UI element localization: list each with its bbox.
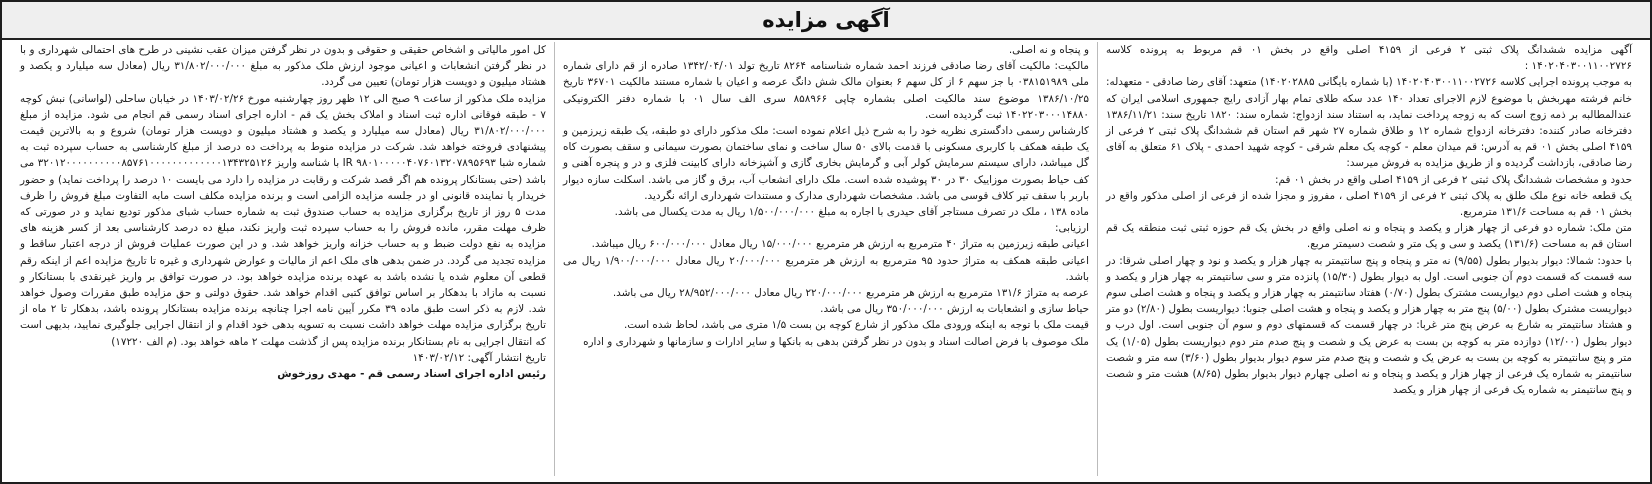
text-columns — [12, 42, 1640, 476]
paragraph: اعیانی طبقه زیرزمین به متراژ ۴۰ مترمربع به ارزش هر مترمربع ۱۵/۰۰۰/۰۰۰ ریال معادل ۶۰۰/۰۰۰/۰۰۰ ریال میباشد. — [591, 238, 1089, 251]
paragraph: آگهی مزایده ششدانگ پلاک ثبتی ۲ فرعی از ۴۱۵۹ اصلی واقع در بخش ۰۱ قم مربوط به پرونده کلاسه ۱۴۰۲۰۴۰۳۰۰۱۱۰۰۲۷۲۶ : — [1106, 44, 1633, 73]
paragraph: اعیانی طبقه همکف به متراژ حدود ۹۵ مترمربع به ارزش هر مترمربع ۲۰/۰۰۰/۰۰۰ ریال معادل ۱/۹۰۰/۰۰۰/۰۰۰ ریال می باشد. — [563, 254, 1089, 283]
notice-header — [2, 2, 1650, 40]
paragraph: ماده ۱۳۸ ، ملک در تصرف مستاجر آقای حیدری با اجاره به مبلغ ۱/۵۰۰/۰۰۰/۰۰۰ ریال به مدت یکسال می باشد. — [614, 206, 1089, 219]
column-right — [1098, 42, 1640, 476]
paragraph: قیمت ملک با توجه به اینکه ورودی ملک مذکور از شارع کوچه بن بست ۱/۵ متری می باشد، لحاظ شده است. — [623, 319, 1089, 332]
paragraph: کارشناس رسمی دادگستری نظریه خود را به شرح ذیل اعلام نموده است: ملک مذکور دارای دو طبقه، یک طبقه زیرزمین و یک طبقه همکف با کاربری مسکونی با قدمت بالای ۵۰ سال ساخت و نمای ساختمان بصورت سیمانی و سقف بصورت کاه گل میباشد، دارای سیستم سرمایش کولر آبی و گرمایش بخاری گازی و آشپزخانه دارای کابینت فلزی و در و پنجره آهنی و کف حیاط بصورت موزاییک ۳۰ در ۳۰ پوشیده شده است. ملک دارای انشعاب آب، برق و گاز می باشد. اسکلت سازه دیوار باربر با سقف تیر کلاف قوسی می باشد. مشخصات شهرداری مدارک و مستندات شهرداری ارائه نگردید. — [563, 125, 1090, 202]
paragraph: ملک موصوف با فرض اصالت اسناد و بدون در نظر گرفتن بدهی به بانکها و سایر ادارات و سازمانها و شهرداری و اداره — [583, 335, 1089, 348]
paragraph: مالکیت: مالکیت آقای رضا صادقی فرزند احمد شماره شناسنامه ۸۲۶۴ تاریخ تولد ۱۳۴۲/۰۴/۰۱ صادره از قم دارای شماره ملی ۰۳۸۱۵۱۹۸۹ با جز سهم ۶ از کل سهم ۶ بعنوان مالک شش دانگ عرصه و اعیان با شماره مستند مالکیت ۳۶۷۰۱ تاریخ ۱۳۸۶/۱۰/۲۵ موضوع سند مالکیت اصلی بشماره چاپی ۸۵۸۹۶۶ سری الف سال ۰۱ با شماره دفتر الکترونیکی ۱۴۰۲۲۰۳۰۰۰۱۴۸۸۰ ثبت گردیده است. — [563, 60, 1089, 121]
paragraph: با حدود: شمالا: دیوار بدیوار بطول (۹/۵۵) نه متر و پنجاه و پنج سانتیمتر به چهار هزار و یکصد و نود و چهار اصلی شرقا: در سه قسمت که قسمت دوم آن جنوبی است. اول به دیوار بطول (۱۵/۳۰) پانزده متر و سی سانتیمتر به چهار هزار و یکصد و پنجاه و هشت اصلی دوم دیواریست مشترک بطول (۰/۷۰) هفتاد سانتیمتر به چهار هزار و یکصد و پنجاه و هشت اصلی سوم دیواریست مشترک بطول (۵/۰۰) پنج متر به چهار هزار و یکصد و پنجاه و هشت اصلی جنوبا: دیواریست بطول (۲/۸۰) دو متر و هشتاد سانتیمتر به شارع به عرض پنج متر غربا: در چهار قسمت که قسمتهای دوم و سوم آن جنوبی است. اول درب و دیوار بطول (۱۲/۰۰) دوازده متر به کوچه بن بست به عرض یک و شصت و پنج صدم متر دوم دیواریست بطول (۱/۰۵) یک متر و پنج سانتیمتر به کوچه بن بست به عرض یک و شصت و پنج صدم متر سوم دیوار بدیوار بطول (۳/۶۰) سه متر و شصت سانتیمتر به شماره یک فرعی از چهار هزار و یکصد و پنجاه و نه اصلی چهارم دیوار بدیوار بطول (۸/۶۵) هشت متر و شصت و پنج سانتیمتر به شماره یک فرعی از چهار هزار و یکصد — [1106, 254, 1633, 397]
notice-title: آگهی مزایده — [762, 8, 890, 32]
paragraph: حدود و مشخصات ششدانگ پلاک ثبتی ۲ فرعی از ۴۱۵۹ اصلی واقع در بخش ۰۱ قم: — [1275, 173, 1632, 186]
paragraph: حیاط سازی و انشعابات به ارزش ۳۵۰/۰۰۰/۰۰۰ ریال می باشد. — [820, 303, 1089, 316]
paragraph: کل امور مالیاتی و اشخاص حقیقی و حقوقی و بدون در نظر گرفتن میزان عقب نشینی در طرح های احتمالی شهرداری و با در نظر گرفتن انشعابات و اعیانی موجود ارزش ملک مذکور به مبلغ ۳۱/۸۰۲/۰۰۰/۰۰۰ ریال (معادل سه میلیارد و یکصد و هشتاد میلیون و دویست هزار تومان) تعیین می گردد. — [20, 44, 546, 89]
column-middle — [555, 42, 1098, 476]
paragraph: مزایده ملک مذکور از ساعت ۹ صبح الی ۱۲ ظهر روز چهارشنبه مورخ ۱۴۰۳/۰۲/۲۶ در خیابان ساحلی (لواسانی) نبش کوچه ۷ - طبقه فوقانی اداره ثبت اسناد و املاک بخش یک قم - اداره اجرای اسناد رسمی قم انجام می شود. مزایده از مبلغ ۳۱/۸۰۲/۰۰۰/۰۰۰ ریال (معادل سه میلیارد و یکصد و هشتاد میلیون و دویست هزار تومان) شروع و به بالاترین قیمت پیشنهادی فروخته خواهد شد. شرکت در مزایده منوط به پرداخت ده درصد از مبلغ کارشناسی به حساب سپرده ثبت به شماره شبا IR ۹۸۰۱۰۰۰۰۰۴۰۷۶۰۱۳۲۰۷۸۹۵۶۹۳ با شناسه واریز ۳۲۰۱۲۰۰۰۰۰۰۰۰۰۰۸۵۷۶۱۰۰۰۰۰۰۰۰۰۰۰۰۰۱۳۴۳۲۵۱۲۶ می باشد (حتی بستانکار پرونده هم اگر قصد شرکت و رقابت در مزایده را دارد می بایست ۱۰ درصد را پرداخت نماید) و حضور خریدار یا نماینده قانونی او در جلسه مزایده الزامی است و برنده مزایده مکلف است مابه التفاوت مبلغ فروش را ظرف مدت ۵ روز از تاریخ برگزاری مزایده به حساب صندوق ثبت به شماره حساب شبای مذکور تودیع نماید و در صورتی که ظرف مهلت مقرر، مانده فروش را به حساب سپرده ثبت واریز نکند، مبلغ ده درصد کارشناسی بعد از کسر هزینه های مزایده به نفع دولت ضبط و به حساب خزانه واریز خواهد شد. و در این صورت عملیات فروش از درجه اعتبار ساقط و مزایده تجدید می گردد. در ضمن بدهی های ملک اعم از مالیات و عوارض شهرداری و غیره تا تاریخ مزایده اعم از اینکه رقم قطعی آن معلوم شده یا نشده باشد به عهده برنده مزایده خواهد بود. در صورت توافق بر واریز غیرنقدی با بستانکار و نسبت به مازاد با بدهکار بر اساس توافق کتبی اقدام خواهد شد. حقوق دولتی و حق مزایده طبق مقررات وصول خواهد شد. لازم به ذکر است طبق ماده ۳۹ مکرر آیین نامه اجرا چنانچه برنده مزایده بستانکار پرونده باشد، بدهکار تا ۲ ماه از تاریخ برگزاری مزایده مهلت خواهد داشت نسبت به تسویه بدهی خود اقدام و از انتقال اجرایی جلوگیری نمایید، بدیهی است که انتقال اجرایی به نام بستانکار برنده مزایده پس از گذشت مهلت ۲ ماهه خواهد بود. (م الف ۱۷۲۲۰) — [20, 92, 547, 348]
paragraph: ارزیابی: — [1054, 222, 1089, 235]
publish-date: تاریخ انتشار آگهی: ۱۴۰۳/۰۲/۱۲ — [412, 351, 546, 364]
signature: رئیس اداره اجرای اسناد رسمی قم - مهدی روزخوش — [277, 368, 546, 381]
paragraph: یک قطعه خانه نوع ملک طلق به پلاک ثبتی ۲ فرعی از ۴۱۵۹ اصلی ، مفروز و مجزا شده از فرعی از اصلی مذکور واقع در بخش ۰۱ قم به مساحت ۱۳۱/۶ مترمربع. — [1106, 189, 1632, 219]
paragraph: به موجب پرونده اجرایی کلاسه ۱۴۰۲۰۴۰۳۰۰۱۱۰۰۲۷۲۶ (با شماره بایگانی ۱۴۰۲۰۲۸۸۵) متعهد: آقای رضا صادقی - متعهدله: خانم فرشته مهربخش با موضوع لازم الاجرای تعداد ۱۴۰ عدد سکه طلای تمام بهار آزادی رایج جمهوری اسلامی ایران که عندالمطالبه بر ذمه زوج است که به زوجه پرداخت نماید، به استناد سند ازدواج: شماره سند: ۱۸۲۰ تاریخ سند: ۱۳۸۶/۱۱/۲۱ دفترخانه صادر کننده: دفترخانه ازدواج شماره ۱۲ و طلاق شماره ۲۷ شهر قم استان قم ششدانگ پلاک ثبتی ۲ فرعی از ۴۱۵۹ اصلی بخش ۰۱ قم به آدرس: قم میدان معلم - کوچه یک معلم شرقی - کوچه شهید احمدی - پلاک ۶۱ متعلق به آقای رضا صادقی، بازداشت گردیده و از طریق مزایده به فروش میرسد: — [1106, 76, 1632, 170]
column-left — [12, 42, 555, 476]
paragraph: و پنجاه و نه اصلی. — [1008, 44, 1089, 56]
paragraph: متن ملک: شماره دو فرعی از چهار هزار و یکصد و پنجاه و نه اصلی واقع در بخش یک قم حوزه ثبتی ثبت منطقه یک قم استان قم به مساحت (۱۳۱/۶) یکصد و سی و یک متر و شصت دسیمتر مربع. — [1106, 222, 1632, 251]
paragraph: عرصه به متراژ ۱۳۱/۶ مترمربع به ارزش هر مترمربع ۲۲۰/۰۰۰/۰۰۰ ریال معادل ۲۸/۹۵۲/۰۰۰/۰۰۰ ریال می باشد. — [612, 287, 1089, 300]
